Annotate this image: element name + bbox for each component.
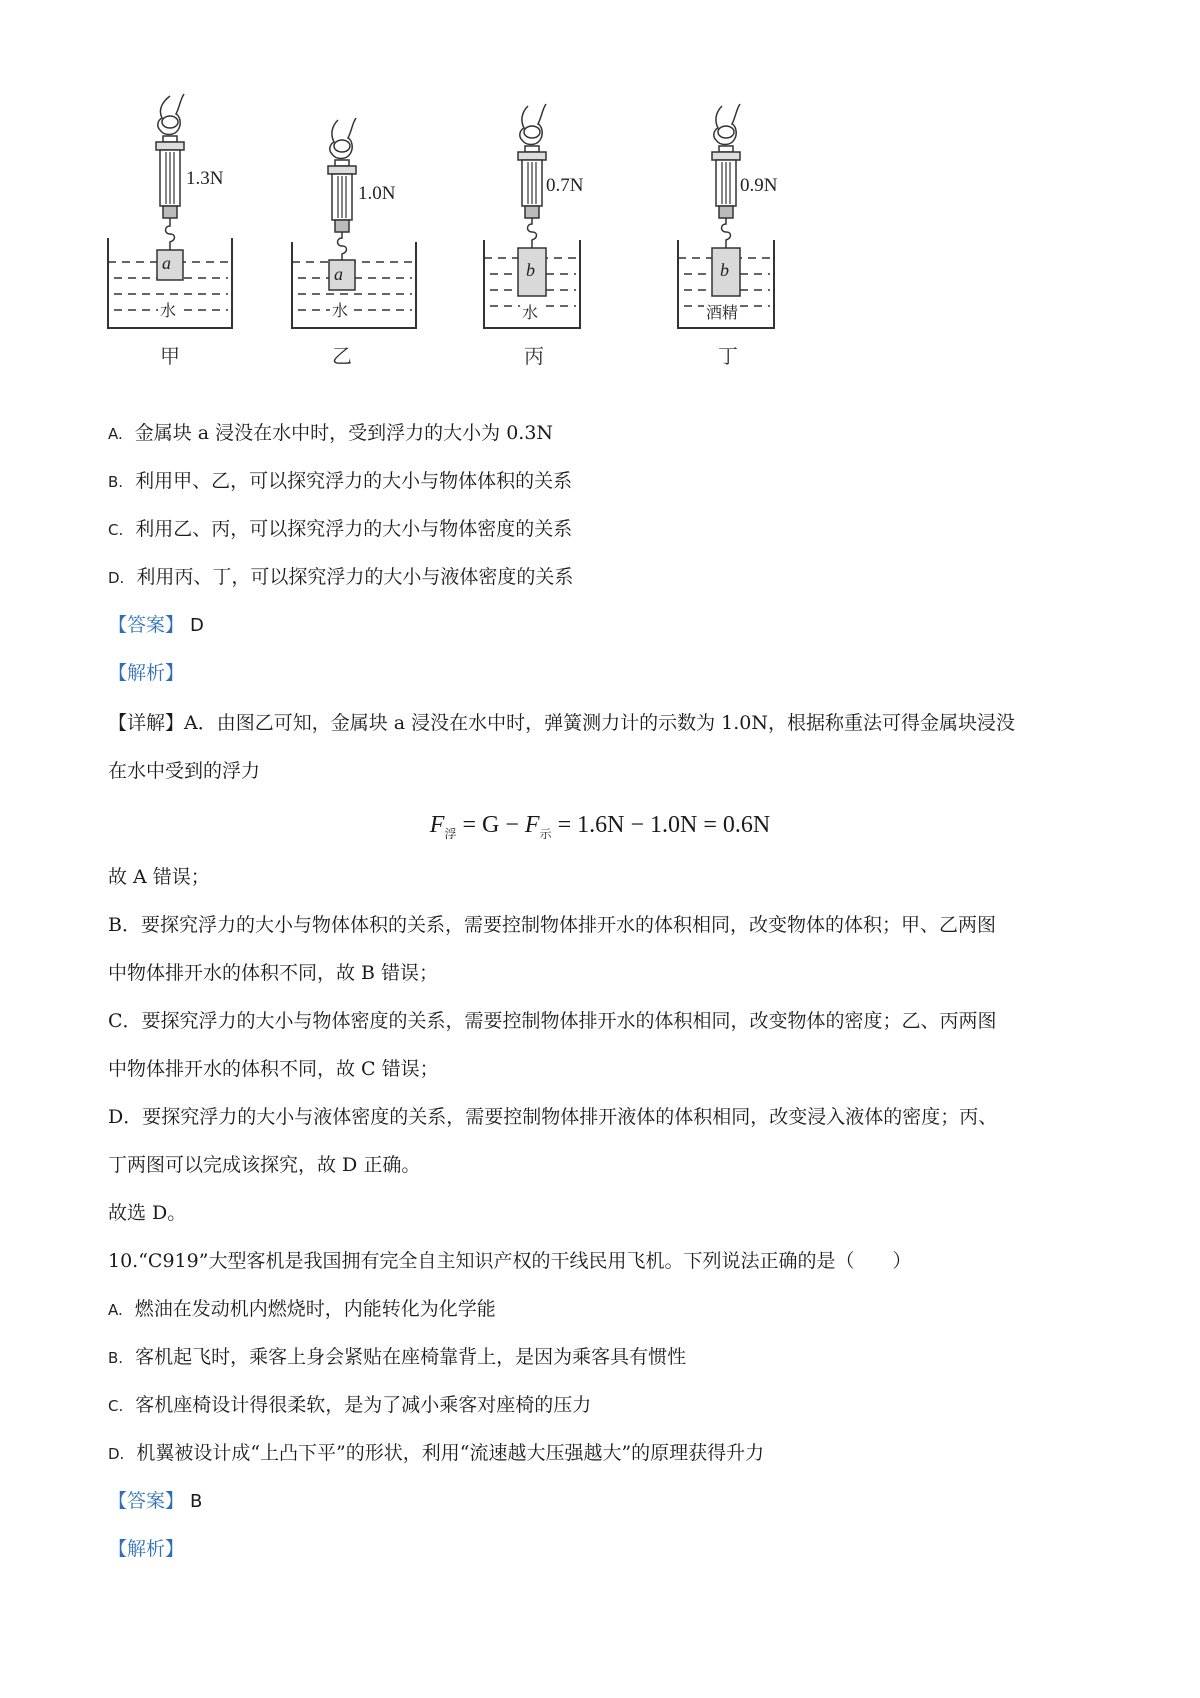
q10-option-c — [108, 1390, 591, 1421]
option-letter: C. — [108, 521, 124, 539]
apparatus-ding — [678, 90, 838, 400]
apparatus-jia — [100, 90, 260, 400]
q9-detail-line-1: 【详解】A．由图乙可知，金属块 a 浸没在水中时，弹簧测力计的示数为 1.0N，根据称重法可得金属块浸没 — [108, 712, 1016, 734]
option-text: 金属块 a 浸没在水中时，受到浮力的大小为 0.3N — [134, 422, 554, 444]
buoyancy-experiment-figure — [100, 90, 860, 410]
apparatus-yi — [292, 90, 452, 400]
option-letter: D. — [108, 569, 125, 587]
answer-value: D — [190, 615, 204, 636]
liquid-label-jia: 水 — [158, 298, 178, 321]
option-letter: C. — [108, 1397, 124, 1415]
q9-detail-line-2: 在水中受到的浮力 — [108, 760, 261, 782]
liquid-label-yi: 水 — [330, 298, 350, 321]
q9-answer — [108, 610, 204, 641]
q10-option-a — [108, 1294, 496, 1325]
q9-b-line-2: 中物体排开水的体积不同，故 B 错误； — [108, 962, 439, 984]
option-text: 利用乙、丙，可以探究浮力的大小与物体密度的关系 — [135, 518, 573, 540]
q9-option-a — [108, 418, 553, 449]
option-text: 客机起飞时，乘客上身会紧贴在座椅靠背上，是因为乘客具有惯性 — [135, 1346, 687, 1368]
figure-caption-bing: 丙 — [524, 344, 544, 368]
spring-scale-diagram-yi — [292, 90, 452, 400]
option-text: 利用丙、丁，可以探究浮力的大小与液体密度的关系 — [136, 566, 574, 588]
option-text: 利用甲、乙，可以探究浮力的大小与物体体积的关系 — [135, 470, 573, 492]
option-letter: A. — [108, 425, 123, 443]
formula-result: = 1.6N − 1.0N = 0.6N — [551, 812, 771, 838]
answer-tag: 【答案】 — [108, 1490, 185, 1512]
q9-d-line-2: 丁两图可以完成该探究，故 D 正确。 — [108, 1154, 421, 1176]
q9-analysis-heading — [108, 658, 184, 688]
q10-stem: 10.“C919”大型客机是我国拥有完全自主知识产权的干线民用飞机。下列说法正确的是（ ） — [108, 1250, 912, 1272]
apparatus-bing — [484, 90, 644, 400]
figure-caption-jia: 甲 — [160, 344, 180, 368]
q9-option-b — [108, 466, 572, 497]
option-letter: B. — [108, 1349, 124, 1367]
option-letter: D. — [108, 1445, 125, 1463]
q9-option-c — [108, 514, 572, 545]
scale-reading-yi: 1.0N — [358, 183, 396, 204]
formula-sub-buoyant: 浮 — [444, 826, 457, 841]
figure-caption-yi: 乙 — [332, 344, 352, 368]
option-letter: B. — [108, 473, 124, 491]
formula-sub-reading: 示 — [539, 826, 552, 841]
option-letter: A. — [108, 1301, 123, 1319]
block-label-ding: b — [720, 260, 729, 280]
formula-eq-g: = G − — [456, 812, 525, 838]
q9-choose: 故选 D。 — [108, 1202, 187, 1224]
option-text: 机翼被设计成“上凸下平”的形状，利用“流速越大压强越大”的原理获得升力 — [136, 1442, 765, 1464]
formula-f-buoyant: F — [429, 812, 445, 838]
scale-reading-ding: 0.9N — [740, 175, 778, 196]
liquid-label-ding: 酒精 — [704, 300, 740, 323]
spring-scale-diagram-ding — [678, 90, 838, 400]
block-label-yi: a — [334, 264, 343, 284]
scale-reading-bing: 0.7N — [546, 175, 584, 196]
q10-option-b — [108, 1342, 686, 1373]
figure-caption-ding: 丁 — [718, 344, 738, 368]
q9-option-d — [108, 562, 573, 593]
q9-b-line-1: B．要探究浮力的大小与物体体积的关系，需要控制物体排开水的体积相同，改变物体的体积；甲、乙两图 — [108, 914, 996, 936]
option-text: 燃油在发动机内燃烧时，内能转化为化学能 — [134, 1298, 496, 1320]
answer-value: B — [190, 1491, 203, 1512]
answer-tag: 【答案】 — [108, 614, 185, 636]
formula-f-reading: F — [524, 812, 540, 838]
scale-reading-jia: 1.3N — [186, 168, 224, 189]
analysis-tag: 【解析】 — [108, 662, 185, 684]
q10-answer — [108, 1486, 202, 1517]
q9-a-conclusion: 故 A 错误； — [108, 866, 210, 888]
option-text: 客机座椅设计得很柔软，是为了减小乘客对座椅的压力 — [135, 1394, 592, 1416]
spring-scale-diagram-bing — [484, 90, 644, 400]
buoyancy-formula — [0, 812, 1200, 842]
q10-analysis-heading — [108, 1534, 184, 1564]
q9-c-line-2: 中物体排开水的体积不同，故 C 错误； — [108, 1058, 439, 1080]
q9-d-line-1: D．要探究浮力的大小与液体密度的关系，需要控制物体排开液体的体积相同，改变浸入液体的密度；丙、 — [108, 1106, 998, 1128]
liquid-label-bing: 水 — [520, 300, 540, 323]
block-label-bing: b — [526, 260, 535, 280]
q9-c-line-1: C．要探究浮力的大小与物体密度的关系，需要控制物体排开水的体积相同，改变物体的密度；乙、丙两图 — [108, 1010, 997, 1032]
q10-option-d — [108, 1438, 764, 1469]
analysis-tag: 【解析】 — [108, 1538, 185, 1560]
block-label-jia: a — [162, 253, 171, 273]
